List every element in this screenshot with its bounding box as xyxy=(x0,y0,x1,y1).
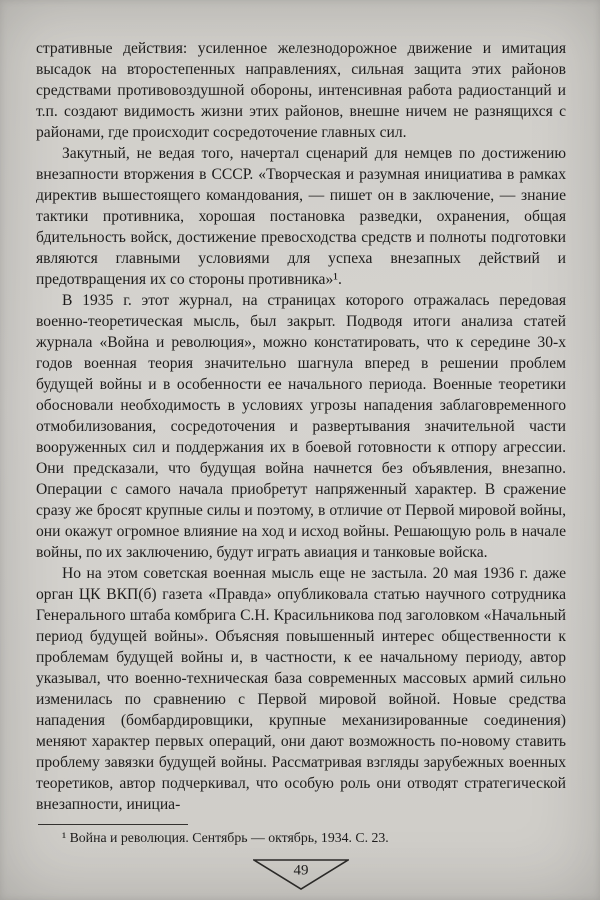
paragraph: Но на этом советская военная мысль еще не застыла. 20 мая 1936 г. даже орган ЦК ВКП(б) газета «Правда» опубликовала статью научного сотрудника Генерального штаба комбрига С.Н. Красильникова под заголовком «Начальный период будущей войны». Объясняя повышенный интерес общественности к проблемам будущей войны и, в частности, к ее начальному периоду, автор указывал, что военно-техническая база современных массовых армий сильно изменилась по сравнению с Первой мировой войной. Новые средства нападения (бомбардировщики, крупные механизированные соединения) меняют характер первых операций, они дают возможность по-новому ставить проблему завязки будущей войны. Рассматривая взгляды зарубежных военных теоретиков, автор подчеркивал, что особую роль они отводят стратегической внезапности, инициа- xyxy=(36,565,566,813)
footnote-separator xyxy=(38,824,188,825)
page-number-ornament xyxy=(36,859,566,896)
triangle-ornament-icon xyxy=(253,859,349,891)
paragraph: В 1935 г. этот журнал, на страницах которого отражалась передовая военно-теоретическая мысль, был закрыт. Подводя итоги анализа статей журнала «Война и революция», можно констатировать, что к середине 30-х годов военная теория значительно шагнула вперед в решении проблем будущей войны и в особенности ее начального периода. Военные теоретики обосновали необходимость в условиях угрозы нападения заблаговременного отмобилизования, сосредоточения и развертывания значительной части вооруженных сил и поддержания их в боевой готовности к отпору агрессии. Они предсказали, что будущая война начнется без объявления, внезапно. Операции с самого начала приобретут напряженный характер. В сражение сразу же бросят крупные силы и поэтому, в отличие от Первой мировой войны, они окажут огромное влияние на ход и исход войны. Решающую роль в начале войны, по их заключению, будут играть авиация и танковые войска. xyxy=(36,292,566,561)
page-text xyxy=(36,38,566,815)
paragraph: Закутный, не ведая того, начертал сценарий для немцев по достижению внезапности вторжения в СССР. «Творческая и разумная инициатива в рамках директив вышестоящего командования, — пишет он в заключение, — знание тактики противника, хорошая постановка разведки, охранения, общая бдительность войск, достижение превосходства средств и полноты подготовки являются главными условиями для успеха внезапных действий и предотвращения их со стороны противника»¹. xyxy=(36,145,566,288)
footnote: ¹ Война и революция. Сентябрь — октябрь, 1934. С. 23. xyxy=(62,830,389,845)
paragraph: стративные действия: усиленное железнодорожное движение и имитация высадок на второстепенных направлениях, сильная защита этих районов средствами противовоздушной обороны, интенсивная работа радиостанций и т.п. создают видимость жизни этих районов, внешне ничем не разнящихся с районами, где происходит сосредоточение главных сил. xyxy=(36,40,566,141)
footnote-area xyxy=(36,824,566,847)
page-number: 49 xyxy=(293,862,309,879)
